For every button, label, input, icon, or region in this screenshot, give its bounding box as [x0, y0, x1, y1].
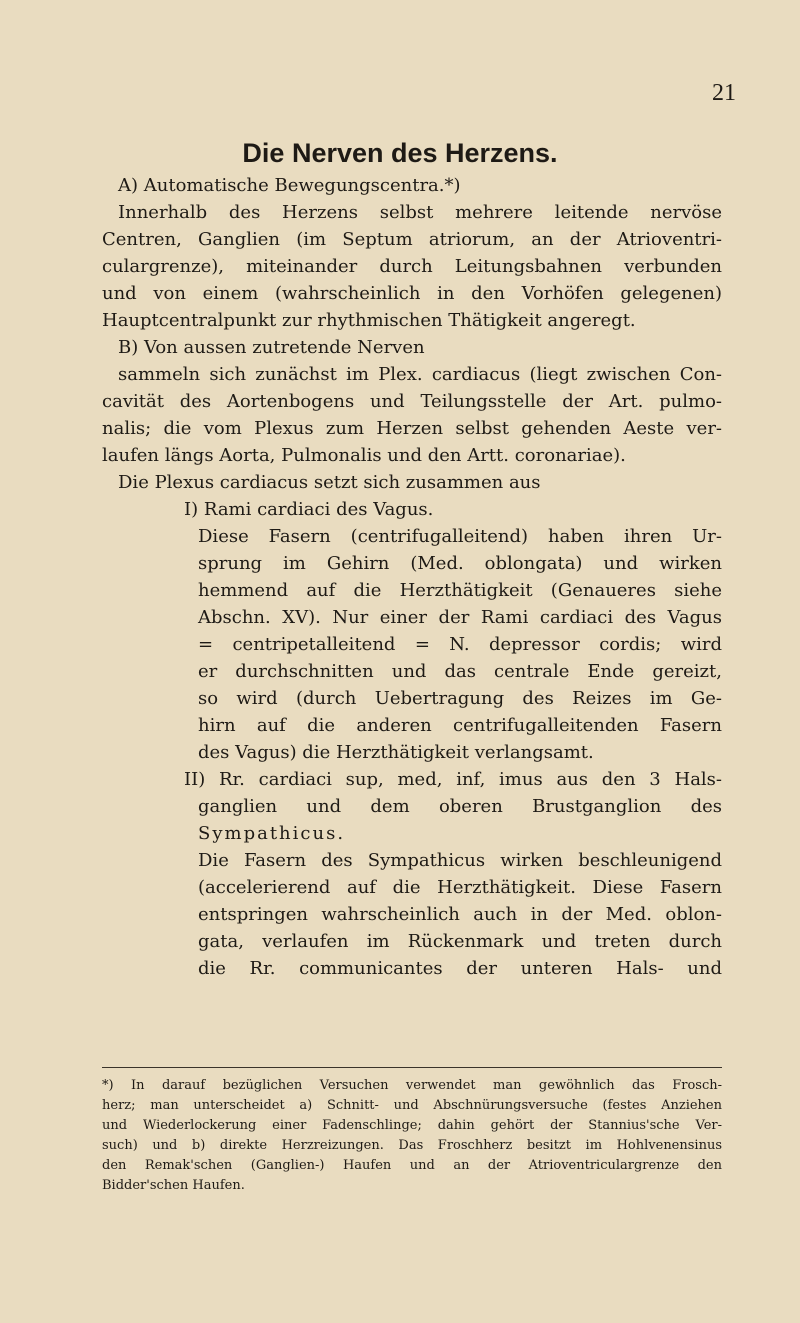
text-line: Hauptcentralpunkt zur rhythmischen Thätigkeit angeregt. [102, 310, 636, 331]
text-line: sammeln sich zunächst im Plex. cardiacus (liegt zwischen Con- [118, 364, 722, 385]
heading-rami-sympathicus: II) Rr. cardiaci sup, med, inf, imus aus den 3 Hals- [184, 769, 722, 790]
text-line: hemmend auf die Herzthätigkeit (Genaueres siehe [198, 580, 722, 601]
text-line: Die Fasern des Sympathicus wirken beschleunigend [198, 850, 722, 871]
footnote-line: *) In darauf bezüglichen Versuchen verwendet man gewöhnlich das Frosch- [102, 1078, 722, 1093]
text-line: gata, verlaufen im Rückenmark und treten durch [198, 931, 722, 952]
text-line: Centren, Ganglien (im Septum atriorum, an der Atrioventri- [102, 229, 722, 250]
text-line: und von einem (wahrscheinlich in den Vorhöfen gelegenen) [102, 283, 722, 304]
text-line: nalis; die vom Plexus zum Herzen selbst gehenden Aeste ver- [102, 418, 722, 439]
text-line: Abschn. XV). Nur einer der Rami cardiaci des Vagus [198, 607, 722, 628]
footnote-line: den Remak'schen (Ganglien-) Haufen und an der Atrioventriculargrenze den [102, 1158, 722, 1173]
text-line: so wird (durch Uebertragung des Reizes im Ge- [198, 688, 722, 709]
text-line: Die Plexus cardiacus setzt sich zusammen aus [118, 472, 541, 493]
text-line: sprung im Gehirn (Med. oblongata) und wirken [198, 553, 722, 574]
heading-external-nerves: B) Von aussen zutretende Nerven [118, 337, 425, 358]
page-number: 21 [712, 80, 736, 106]
body-text [102, 172, 722, 982]
text-line: = centripetalleitend = N. depressor cordis; wird [198, 634, 722, 655]
text-line: hirn auf die anderen centrifugalleitenden Fasern [198, 715, 722, 736]
text-line: entspringen wahrscheinlich auch in der Med. oblon- [198, 904, 722, 925]
footnote-line: Bidder'schen Haufen. [102, 1178, 245, 1193]
text-line: er durchschnitten und das centrale Ende gereizt, [198, 661, 722, 682]
text-line: Sympathicus. [198, 823, 346, 844]
text-line: Diese Fasern (centrifugalleitend) haben ihren Ur- [198, 526, 722, 547]
text-line: culargrenze), miteinander durch Leitungsbahnen verbunden [102, 256, 722, 277]
footnote-line: und Wiederlockerung einer Fadenschlinge; dahin gehört der Stannius'sche Ver- [102, 1118, 722, 1133]
text-line: cavität des Aortenbogens und Teilungsstelle der Art. pulmo- [102, 391, 722, 412]
text-line: (accelerierend auf die Herzthätigkeit. Diese Fasern [198, 877, 722, 898]
footnote [102, 1076, 722, 1196]
heading-automatic-centres: A) Automatische Bewegungscentra.*) [118, 175, 461, 196]
footnote-line: such) und b) direkte Herzreizungen. Das Froschherz besitzt im Hohlvenensinus [102, 1138, 722, 1153]
heading-rami-vagus: I) Rami cardiaci des Vagus. [184, 499, 434, 520]
footnote-line: herz; man unterscheidet a) Schnitt- und Abschnürungsversuche (festes Anziehen [102, 1098, 722, 1113]
text-line: laufen längs Aorta, Pulmonalis und den Artt. coronariae). [102, 445, 626, 466]
text-line: ganglien und dem oberen Brustganglion des [198, 796, 722, 817]
text-line: des Vagus) die Herzthätigkeit verlangsamt. [198, 742, 594, 763]
footnote-divider [102, 1067, 722, 1068]
page-title: Die Nerven des Herzens. [242, 138, 558, 168]
text-line: Innerhalb des Herzens selbst mehrere leitende nervöse [118, 202, 722, 223]
text-line: die Rr. communicantes der unteren Hals- und [198, 958, 722, 979]
